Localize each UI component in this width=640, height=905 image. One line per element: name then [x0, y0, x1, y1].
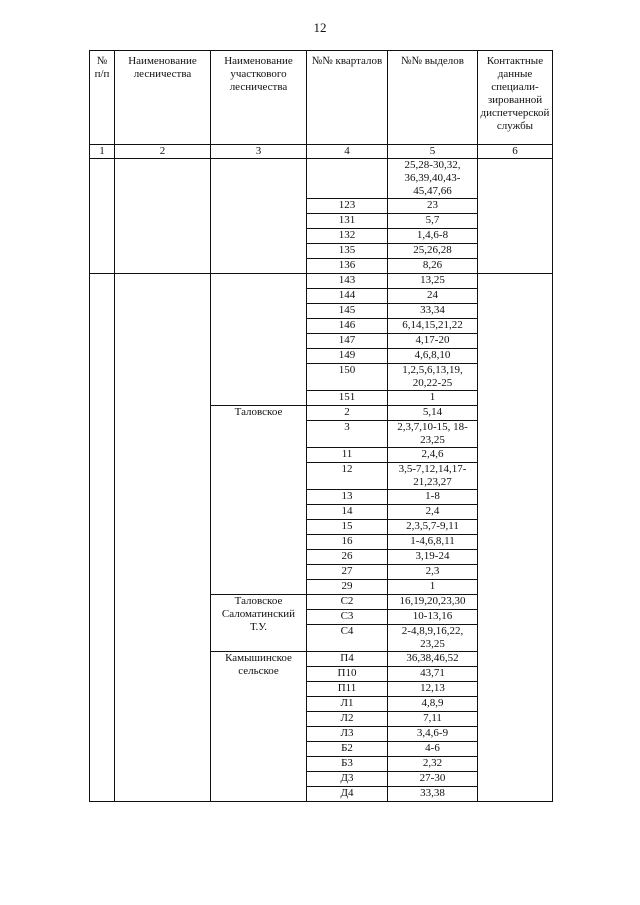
allotment-cell: 33,34 — [388, 304, 478, 319]
allotment-cell: 2,32 — [388, 757, 478, 772]
quarter-cell: 14 — [307, 505, 388, 520]
allotment-cell: 24 — [388, 289, 478, 304]
allotment-cell: 3,5-7,12,14,17-21,23,27 — [388, 463, 478, 490]
allotment-cell: 4,6,8,10 — [388, 349, 478, 364]
header-number: № п/п — [90, 51, 115, 145]
table-body — [90, 145, 553, 802]
table-header-row — [90, 51, 553, 145]
allotment-cell: 1 — [388, 391, 478, 406]
column-number: 6 — [478, 145, 553, 159]
column-number-row — [90, 145, 553, 159]
quarter-cell: 15 — [307, 520, 388, 535]
district-kamyshinskoe: Камышинское сельское — [211, 652, 307, 802]
quarter-cell: 143 — [307, 274, 388, 289]
allotment-cell: 6,14,15,21,22 — [388, 319, 478, 334]
quarter-cell: 136 — [307, 259, 388, 274]
header-district-forestry: Наименование участкового лесничества — [211, 51, 307, 145]
quarter-cell: 151 — [307, 391, 388, 406]
allotment-cell: 36,38,46,52 — [388, 652, 478, 667]
quarter-cell: С2 — [307, 595, 388, 610]
allotment-cell: 13,25 — [388, 274, 478, 289]
allotment-cell: 10-13,16 — [388, 610, 478, 625]
quarter-cell: 144 — [307, 289, 388, 304]
allotment-cell: 3,4,6-9 — [388, 727, 478, 742]
quarter-cell: Д3 — [307, 772, 388, 787]
allotment-cell: 5,14 — [388, 406, 478, 421]
allotment-cell: 2,3 — [388, 565, 478, 580]
header-forestry: Наименование лесничества — [115, 51, 211, 145]
quarter-cell: С3 — [307, 610, 388, 625]
allotment-cell: 12,13 — [388, 682, 478, 697]
allotment-cell: 3,19-24 — [388, 550, 478, 565]
allotment-cell: 1-4,6,8,11 — [388, 535, 478, 550]
header-allotments: №№ выделов — [388, 51, 478, 145]
quarter-cell: Б3 — [307, 757, 388, 772]
district-forestry-cell — [211, 274, 307, 406]
quarter-cell: Л1 — [307, 697, 388, 712]
allotment-cell: 25,28-30,32, 36,39,40,43-45,47,66 — [388, 159, 478, 199]
quarter-cell: 12 — [307, 463, 388, 490]
quarter-cell: 147 — [307, 334, 388, 349]
quarter-cell: 27 — [307, 565, 388, 580]
header-contacts: Контактные данные специали-зированной диспетчерской службы — [478, 51, 553, 145]
allotment-cell: 2-4,8,9,16,22, 23,25 — [388, 625, 478, 652]
quarter-cell: П10 — [307, 667, 388, 682]
quarter-cell: Л2 — [307, 712, 388, 727]
allotment-cell: 5,7 — [388, 214, 478, 229]
allotment-cell: 4,8,9 — [388, 697, 478, 712]
column-number: 1 — [90, 145, 115, 159]
column-number: 3 — [211, 145, 307, 159]
quarter-cell — [307, 159, 388, 199]
quarter-cell: Б2 — [307, 742, 388, 757]
allotment-cell: 43,71 — [388, 667, 478, 682]
allotment-cell: 2,4,6 — [388, 448, 478, 463]
column-number: 2 — [115, 145, 211, 159]
district-forestry-cell — [211, 159, 307, 274]
page-number: 12 — [313, 20, 327, 35]
allotment-cell: 8,26 — [388, 259, 478, 274]
allotment-cell: 25,26,28 — [388, 244, 478, 259]
quarter-cell: 132 — [307, 229, 388, 244]
quarter-cell: 135 — [307, 244, 388, 259]
quarter-cell: С4 — [307, 625, 388, 652]
allotment-cell: 2,3,5,7-9,11 — [388, 520, 478, 535]
allotment-cell: 1,4,6-8 — [388, 229, 478, 244]
allotment-cell: 33,38 — [388, 787, 478, 802]
quarter-cell: П4 — [307, 652, 388, 667]
allotment-cell: 7,11 — [388, 712, 478, 727]
allotment-cell: 1-8 — [388, 490, 478, 505]
quarter-cell: 16 — [307, 535, 388, 550]
quarter-cell: Д4 — [307, 787, 388, 802]
quarter-cell: 3 — [307, 421, 388, 448]
district-talovskoe: Таловское — [211, 406, 307, 595]
forest-quarters-table — [89, 50, 553, 802]
quarter-cell: 11 — [307, 448, 388, 463]
allotment-cell: 4,17-20 — [388, 334, 478, 349]
quarter-cell: Л3 — [307, 727, 388, 742]
allotment-cell: 27-30 — [388, 772, 478, 787]
quarter-cell: 146 — [307, 319, 388, 334]
table-row — [90, 159, 553, 199]
allotment-cell: 1 — [388, 580, 478, 595]
header-quarters: №№ кварталов — [307, 51, 388, 145]
quarter-cell: 145 — [307, 304, 388, 319]
quarter-cell: 149 — [307, 349, 388, 364]
column-number: 5 — [388, 145, 478, 159]
quarter-cell: 131 — [307, 214, 388, 229]
quarter-cell: 26 — [307, 550, 388, 565]
allotment-cell: 2,4 — [388, 505, 478, 520]
allotment-cell: 16,19,20,23,30 — [388, 595, 478, 610]
quarter-cell: 29 — [307, 580, 388, 595]
contacts-cell — [478, 159, 553, 274]
column-number: 4 — [307, 145, 388, 159]
allotment-cell: 2,3,7,10-15, 18-23,25 — [388, 421, 478, 448]
allotment-cell: 4-6 — [388, 742, 478, 757]
forestry-cell — [115, 274, 211, 802]
quarter-cell: П11 — [307, 682, 388, 697]
forestry-cell — [115, 159, 211, 274]
quarter-cell: 2 — [307, 406, 388, 421]
number-cell — [90, 274, 115, 802]
quarter-cell: 123 — [307, 199, 388, 214]
district-salomatinsky: Таловское Саломатинский Т.У. — [211, 595, 307, 652]
quarter-cell: 13 — [307, 490, 388, 505]
number-cell — [90, 159, 115, 274]
quarter-cell: 150 — [307, 364, 388, 391]
allotment-cell: 1,2,5,6,13,19, 20,22-25 — [388, 364, 478, 391]
table-row — [90, 274, 553, 289]
allotment-cell: 23 — [388, 199, 478, 214]
contacts-cell — [478, 274, 553, 802]
